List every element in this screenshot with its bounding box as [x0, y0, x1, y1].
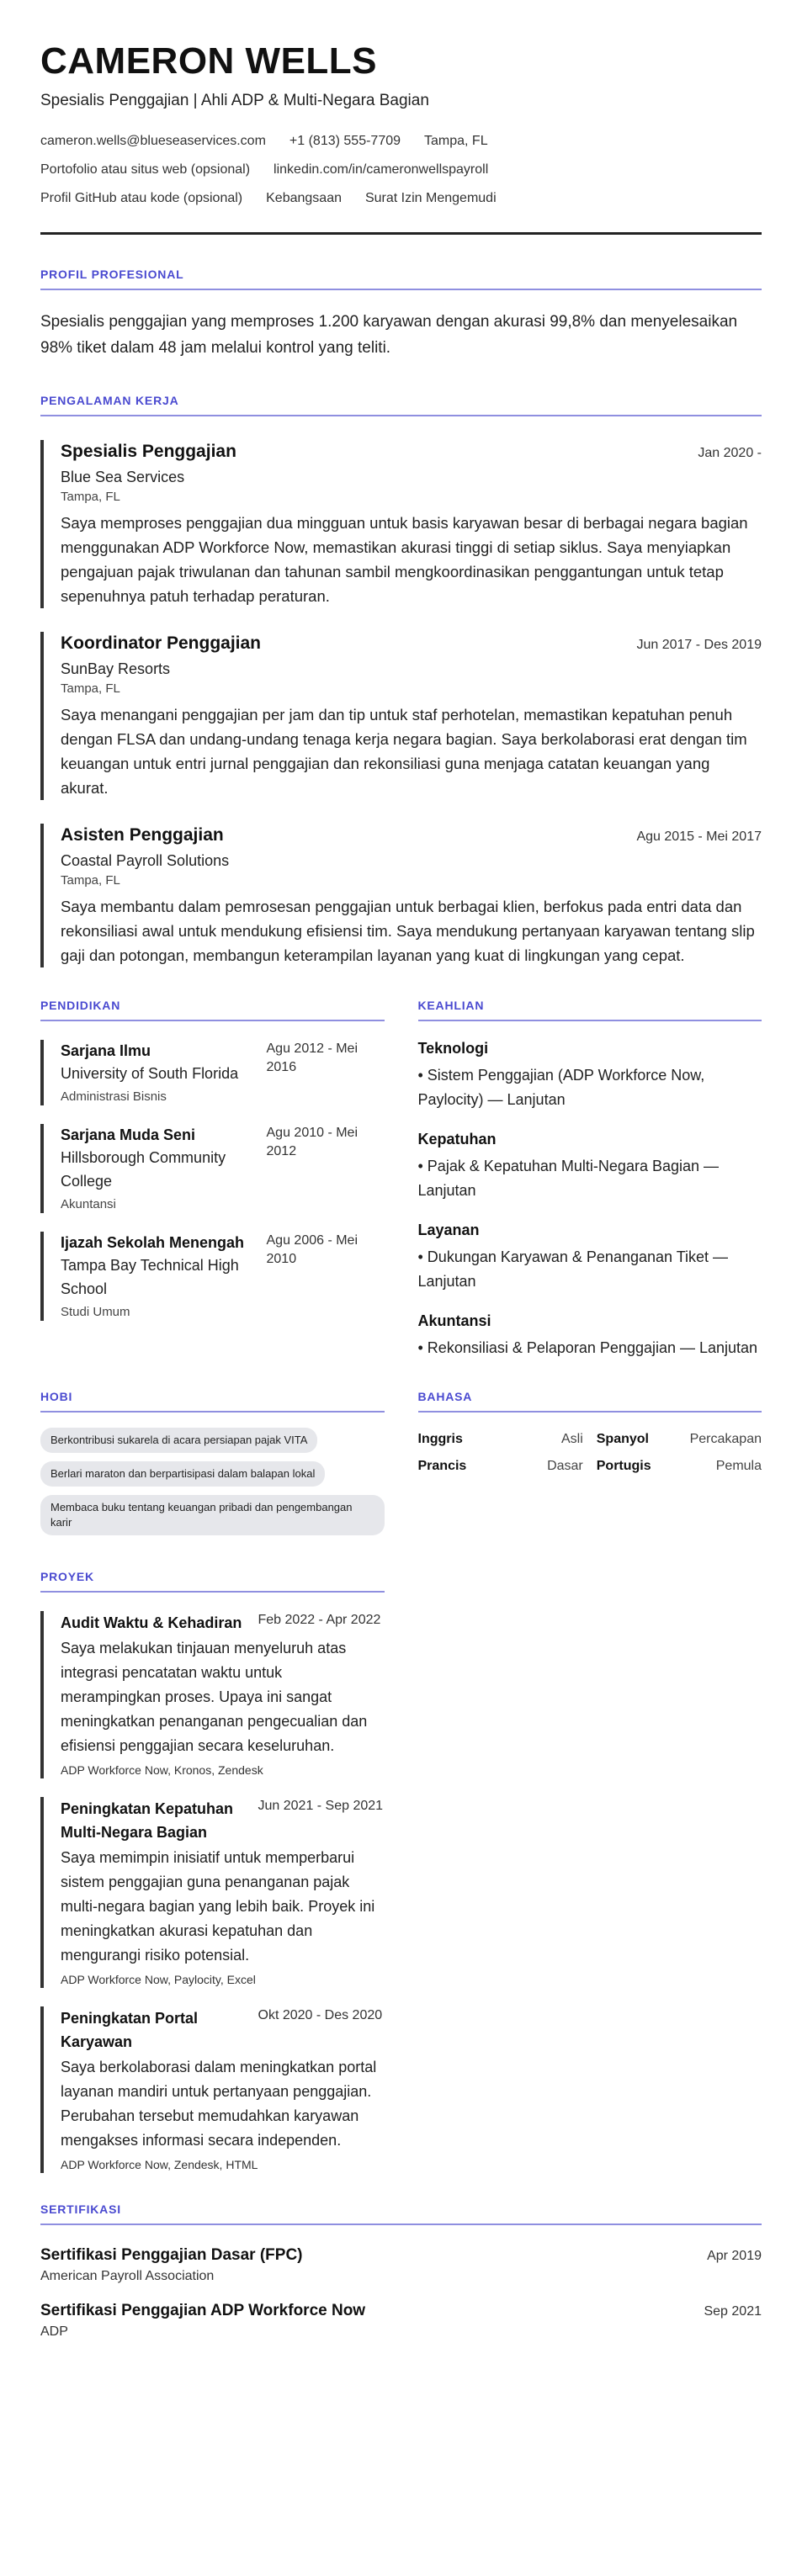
- cert-date: Sep 2021: [704, 2304, 762, 2319]
- project-tools: ADP Workforce Now, Kronos, Zendesk: [61, 1763, 263, 1777]
- job-title: Asisten Penggajian: [61, 825, 224, 845]
- cert-name: Sertifikasi Penggajian ADP Workforce Now: [40, 2302, 366, 2319]
- job-description: Saya menangani penggajian per jam dan tip untuk staf perhotelan, memastikan kepatuhan penuh dengan FLSA dan undang-undang tenaga kerja negara bagian. Saya berkolaborasi erat dengan tim keuangan untuk entri jurnal penggajian dan rekonsiliasi guna menjaga catatan keuangan yang akurat.: [61, 706, 747, 797]
- skill-group: [418, 1220, 762, 1294]
- summary-text: Spesialis penggajian yang memproses 1.200 karyawan dengan akurasi 99,8% dan menyelesaikan 98% tiket dalam 48 jam melalui kontrol yang teliti.: [40, 313, 738, 357]
- projects-row: [40, 1569, 762, 2173]
- skills-section: [418, 998, 762, 1360]
- skill-item: • Dukungan Karyawan & Penanganan Tiket — Lanjutan: [417, 1248, 729, 1290]
- language-item: [597, 1431, 762, 1448]
- job-company: SunBay Resorts: [61, 660, 171, 677]
- project-date: Okt 2020 - Des 2020: [258, 2008, 383, 2022]
- resume-header: [40, 40, 762, 235]
- language-name: Prancis: [417, 1459, 467, 1473]
- education-entry: [40, 1232, 385, 1321]
- language-level: Dasar: [547, 1459, 583, 1473]
- section-divider: [418, 1411, 762, 1413]
- education-entry: [40, 1040, 385, 1105]
- skill-group: [418, 1311, 762, 1360]
- project-entry: [40, 1611, 385, 1778]
- job-location: Tampa, FL: [61, 681, 120, 696]
- edu-date: Agu 2010 - Mei 2012: [266, 1126, 359, 1158]
- job-entry: [40, 632, 762, 800]
- drivers-license: Surat Izin Mengemudi: [364, 191, 497, 205]
- cert-org: American Payroll Association: [40, 2269, 215, 2283]
- project-tools: ADP Workforce Now, Zendesk, HTML: [61, 2158, 258, 2171]
- job-date: Jun 2017 - Des 2019: [636, 638, 762, 652]
- project-description: Saya memimpin inisiatif untuk memperbarui sistem penggajian guna penanganan pajak multi-negara bagian yang lebih baik. Proyek ini meningkatkan akurasi kepatuhan dan mengurangi risiko potensial.: [61, 1849, 375, 1964]
- section-title: PENDIDIKAN: [40, 999, 121, 1012]
- skill-category: Layanan: [417, 1222, 480, 1238]
- project-title: Peningkatan Portal Karyawan: [61, 2010, 199, 2050]
- language-name: Spanyol: [596, 1432, 649, 1446]
- edu-degree: Sarjana Ilmu: [61, 1042, 151, 1059]
- hobbies-languages-row: [40, 1389, 762, 1544]
- section-divider: [40, 415, 762, 416]
- job-date: Agu 2015 - Mei 2017: [636, 830, 762, 844]
- skill-category: Teknologi: [417, 1040, 489, 1057]
- skill-item: • Rekonsiliasi & Pelaporan Penggajian — Lanjutan: [417, 1339, 758, 1356]
- portfolio-link[interactable]: Portofolio atau situs web (opsional): [40, 162, 251, 177]
- edu-field: Studi Umum: [61, 1305, 130, 1319]
- cert-org: ADP: [40, 2324, 68, 2339]
- header-divider: [40, 232, 762, 235]
- language-level: Asli: [560, 1432, 583, 1446]
- job-company: Blue Sea Services: [61, 469, 185, 485]
- job-date: Jan 2020 -: [698, 446, 762, 460]
- github-link[interactable]: Profil GitHub atau kode (opsional): [40, 191, 243, 205]
- project-entry: [40, 1797, 385, 1988]
- edu-date: Agu 2012 - Mei 2016: [266, 1042, 359, 1074]
- language-item: [597, 1458, 762, 1475]
- language-item: [418, 1431, 583, 1448]
- phone-number: +1 (813) 555-7709: [289, 134, 401, 148]
- cert-name: Sertifikasi Penggajian Dasar (FPC): [40, 2246, 303, 2264]
- certification-entry: [40, 2245, 762, 2286]
- email-link[interactable]: cameron.wells@blueseaservices.com: [40, 134, 266, 148]
- section-divider: [40, 289, 762, 290]
- section-title: PENGALAMAN KERJA: [40, 394, 179, 407]
- edu-school: Hillsborough Community College: [61, 1149, 226, 1190]
- contact-row: [40, 133, 762, 150]
- certification-entry: [40, 2301, 762, 2341]
- job-title: Spesialis Penggajian: [61, 442, 236, 461]
- section-divider: [418, 1020, 762, 1021]
- section-title: PROFIL PROFESIONAL: [40, 268, 184, 281]
- certifications-section: [40, 2202, 762, 2341]
- edu-date: Agu 2006 - Mei 2010: [266, 1233, 359, 1266]
- hobbies-section: [40, 1389, 385, 1544]
- edu-field: Akuntansi: [61, 1197, 116, 1211]
- language-level: Pemula: [715, 1459, 762, 1473]
- education-section: [40, 998, 385, 1360]
- summary-section: [40, 267, 762, 361]
- edu-school: University of South Florida: [61, 1065, 239, 1082]
- project-tools: ADP Workforce Now, Paylocity, Excel: [61, 1973, 256, 1986]
- contact-row: [40, 190, 762, 207]
- contact-row: [40, 162, 762, 178]
- language-level: Percakapan: [689, 1432, 762, 1446]
- education-entry: [40, 1124, 385, 1213]
- job-location: Tampa, FL: [61, 873, 120, 888]
- skill-group: [418, 1038, 762, 1112]
- empty-column: [418, 1569, 762, 2173]
- skill-category: Akuntansi: [417, 1312, 491, 1329]
- edu-field: Administrasi Bisnis: [61, 1089, 167, 1104]
- language-name: Portugis: [596, 1459, 651, 1473]
- project-description: Saya berkolaborasi dalam meningkatkan portal layanan mandiri untuk pertanyaan penggajian. Perubahan tersebut memudahkan karyawan mengakses informasi secara independen.: [61, 2059, 377, 2149]
- job-location: Tampa, FL: [61, 490, 120, 504]
- section-divider: [40, 1020, 385, 1021]
- hobby-tag: Membaca buku tentang keuangan pribadi dan pengembangan karir: [40, 1495, 385, 1535]
- job-entry: [40, 824, 762, 967]
- project-date: Feb 2022 - Apr 2022: [258, 1613, 381, 1627]
- job-company: Coastal Payroll Solutions: [61, 852, 230, 869]
- language-grid: [418, 1431, 762, 1475]
- location: Tampa, FL: [424, 134, 488, 148]
- experience-section: [40, 393, 762, 967]
- language-name: Inggris: [417, 1432, 463, 1446]
- skill-category: Kepatuhan: [417, 1131, 497, 1148]
- cert-date: Apr 2019: [707, 2249, 762, 2263]
- linkedin-link[interactable]: linkedin.com/in/cameronwellspayroll: [274, 162, 489, 177]
- project-entry: [40, 2006, 385, 2173]
- languages-section: [418, 1389, 762, 1544]
- project-title: Peningkatan Kepatuhan Multi-Negara Bagian: [61, 1800, 234, 1841]
- job-entry: [40, 440, 762, 608]
- education-skills-row: [40, 998, 762, 1360]
- skill-item: • Pajak & Kepatuhan Multi-Negara Bagian — Lanjutan: [417, 1158, 720, 1199]
- candidate-name: CAMERON WELLS: [40, 40, 378, 82]
- section-divider: [40, 1411, 385, 1413]
- candidate-subtitle: Spesialis Penggajian | Ahli ADP & Multi-Negara Bagian: [40, 92, 429, 109]
- edu-degree: Ijazah Sekolah Menengah: [61, 1234, 245, 1251]
- section-divider: [40, 2224, 762, 2225]
- section-divider: [40, 1591, 385, 1593]
- hobby-tags: [40, 1428, 385, 1535]
- section-title: BAHASA: [417, 1390, 473, 1403]
- job-description: Saya membantu dalam pemrosesan penggajian untuk berbagai klien, berfokus pada entri data dan rekonsiliasi awal untuk mendukung efisiensi tim. Saya mendukung pertanyaan karyawan tentang slip gaji dan potongan, membangun keterampilan layanan yang kuat di lingkungan yang cepat.: [61, 898, 755, 964]
- project-description: Saya melakukan tinjauan menyeluruh atas integrasi pencatatan waktu untuk merampingkan proses. Upaya ini sangat meningkatkan penanganan pengecualian dan efisiensi penggajian secara keseluruhan.: [61, 1640, 368, 1754]
- edu-degree: Sarjana Muda Seni: [61, 1126, 196, 1143]
- skill-group: [418, 1129, 762, 1203]
- language-item: [418, 1458, 583, 1475]
- hobby-tag: Berlari maraton dan berpartisipasi dalam balapan lokal: [40, 1461, 325, 1487]
- job-description: Saya memproses penggajian dua mingguan untuk basis karyawan besar di berbagai negara bagian menggunakan ADP Workforce Now, memastikan akurasi tinggi di setiap siklus. Saya menyiapkan pengajuan pajak triwulanan dan tahunan sambil mengkoordinasikan penggantungan untuk tetap sepenuhnya patuh terhadap peraturan.: [61, 514, 748, 605]
- job-title: Koordinator Penggajian: [61, 633, 262, 653]
- section-title: PROYEK: [40, 1570, 94, 1583]
- project-title: Audit Waktu & Kehadiran: [61, 1614, 242, 1631]
- section-title: KEAHLIAN: [417, 999, 485, 1012]
- section-title: HOBI: [40, 1390, 73, 1403]
- edu-school: Tampa Bay Technical High School: [61, 1257, 239, 1297]
- section-title: SERTIFIKASI: [40, 2202, 121, 2216]
- nationality: Kebangsaan: [266, 191, 342, 205]
- project-date: Jun 2021 - Sep 2021: [258, 1799, 384, 1813]
- projects-section: [40, 1569, 385, 2173]
- skill-item: • Sistem Penggajian (ADP Workforce Now, Paylocity) — Lanjutan: [417, 1067, 705, 1108]
- hobby-tag: Berkontribusi sukarela di acara persiapan pajak VITA: [40, 1428, 317, 1453]
